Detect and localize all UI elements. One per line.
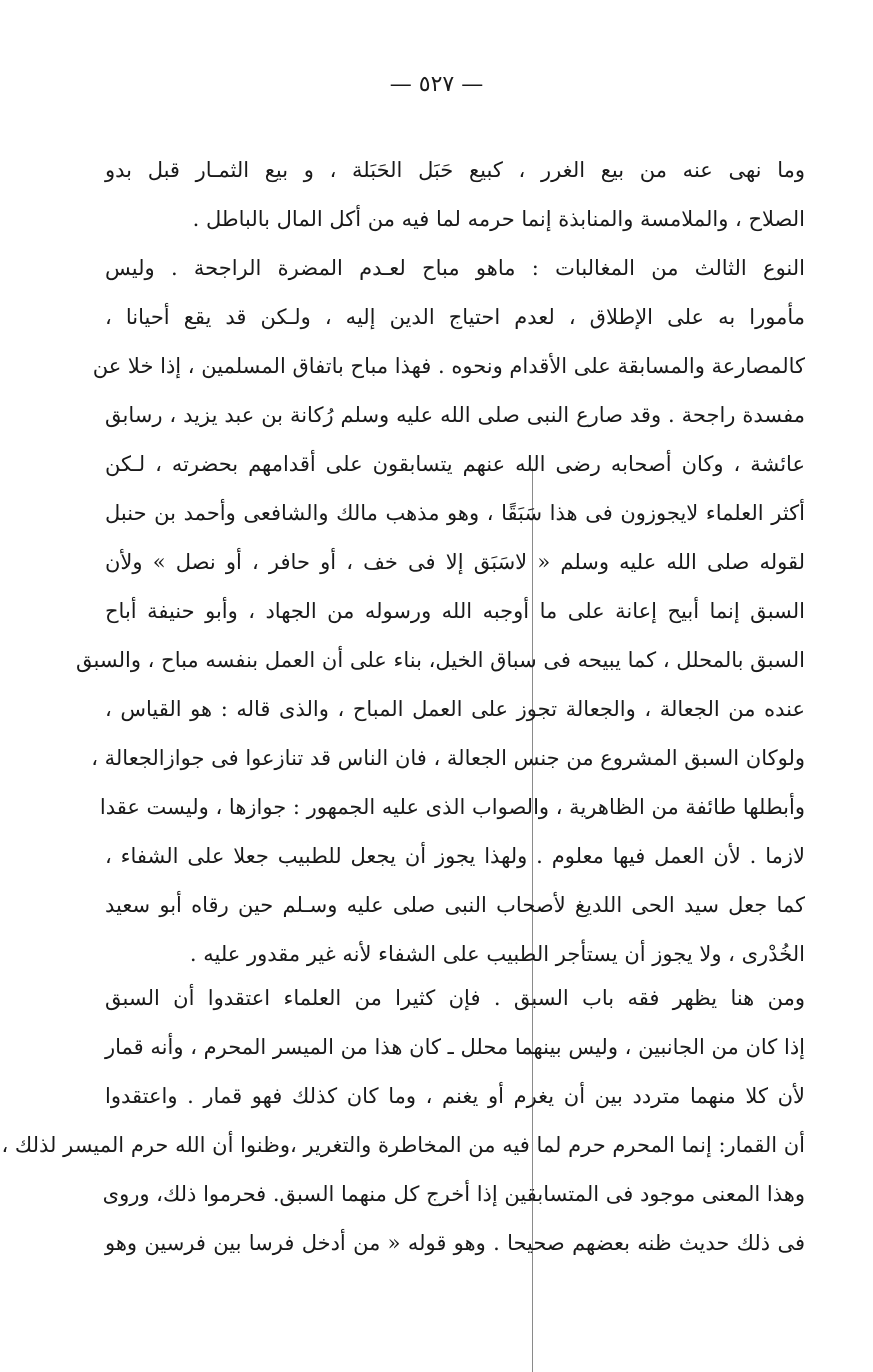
text-line: السبق بالمحلل ، كما يبيحه فى سباق الخيل، بناء على أن العمل بنفسه مباح ، والسبق [76,648,805,672]
paragraph-3 [1,974,805,1268]
paragraph-1 [105,146,805,244]
text-line: الخُدْرى ، ولا يجوز أن يستأجر الطبيب على الشفاء لأنه غير مقدور عليه . [189,942,805,966]
text-line: مأمورا به على الإطلاق ، لعدم احتياج الدين إليه ، ولـكن قد يقع أحيانا ، [105,305,805,329]
text-line: الصلاح ، والملامسة والمنابذة إنما حرمه لما فيه من أكل المال بالباطل . [192,207,805,231]
text-line: لأن كلا منهما متردد بين أن يغرم أو يغنم ، وما كان كذلك فهو قمار . واعتقدوا [105,1084,805,1108]
text-line: النوع الثالث من المغالبات : ماهو مباح لعـدم المضرة الراجحة . وليس [105,256,805,280]
paragraph-2 [76,244,805,979]
page-number: — ٥٢٧ — [389,72,484,97]
text-line: وهذا المعنى موجود فى المتسابقين إذا أخرج كل منهما السبق. فحرموا ذلك، وروى [102,1182,805,1206]
text-line: عائشة ، وكان أصحابه رضى الله عنهم يتسابقون على أقدامهم بحضرته ، لـكن [105,452,805,476]
text-line: ومن هنا يظهر فقه باب السبق . فإن كثيرا من العلماء اعتقدوا أن السبق [105,986,805,1010]
text-line: السبق إنما أبيح إعانة على ما أوجبه الله ورسوله من الجهاد ، وأبو حنيفة أباح [105,599,805,623]
text-line: وما نهى عنه من بيع الغرر ، كبيع حَبَل الحَبَلة ، و بيع الثمـار قبل بدو [105,158,805,182]
text-line: ولوكان السبق المشروع من جنس الجعالة ، فان الناس قد تنازعوا فى جوازالجعالة ، [91,746,805,770]
text-line: أكثر العلماء لايجوزون فى هذا سَبَقًا ، وهو مذهب مالك والشافعى وأحمد بن حنبل [105,501,805,525]
text-line: فى ذلك حديث ظنه بعضهم صحيحا . وهو قوله « من أدخل فرسا بين فرسين وهو [105,1231,805,1255]
text-line: كما جعل سيد الحى اللديغ لأصحاب النبى صلى عليه وسـلم حين رقاه أبو سعيد [105,893,805,917]
text-line: كالمصارعة والمسابقة على الأقدام ونحوه . فهذا مباح باتفاق المسلمين ، إذا خلا عن [92,354,805,378]
text-line: لقوله صلى الله عليه وسلم « لاسَبَق إلا فى خف ، أو حافر ، أو نصل » ولأن [105,550,805,574]
text-line: عنده من الجعالة ، والجعالة تجوز على العمل المباح ، والذى قاله : هو القياس ، [105,697,805,721]
text-line: أن القمار: إنما المحرم حرم لما فيه من المخاطرة والتغرير ،وظنوا أن الله حرم الميسر لذلك ، [1,1133,805,1157]
text-line: لازما . لأن العمل فيها معلوم . ولهذا يجوز أن يجعل للطبيب جعلا على الشفاء ، [105,844,805,868]
text-line: مفسدة راجحة . وقد صارع النبى صلى الله عليه وسلم رُكانة بن عبد يزيد ، رسابق [105,403,805,427]
text-line: وأبطلها طائفة من الظاهرية ، والصواب الذى عليه الجمهور : جوازها ، وليست عقدا [99,795,805,819]
text-line: إذا كان من الجانبين ، وليس بينهما محلل ـ كان هذا من الميسر المحرم ، وأنه قمار [105,1035,805,1059]
